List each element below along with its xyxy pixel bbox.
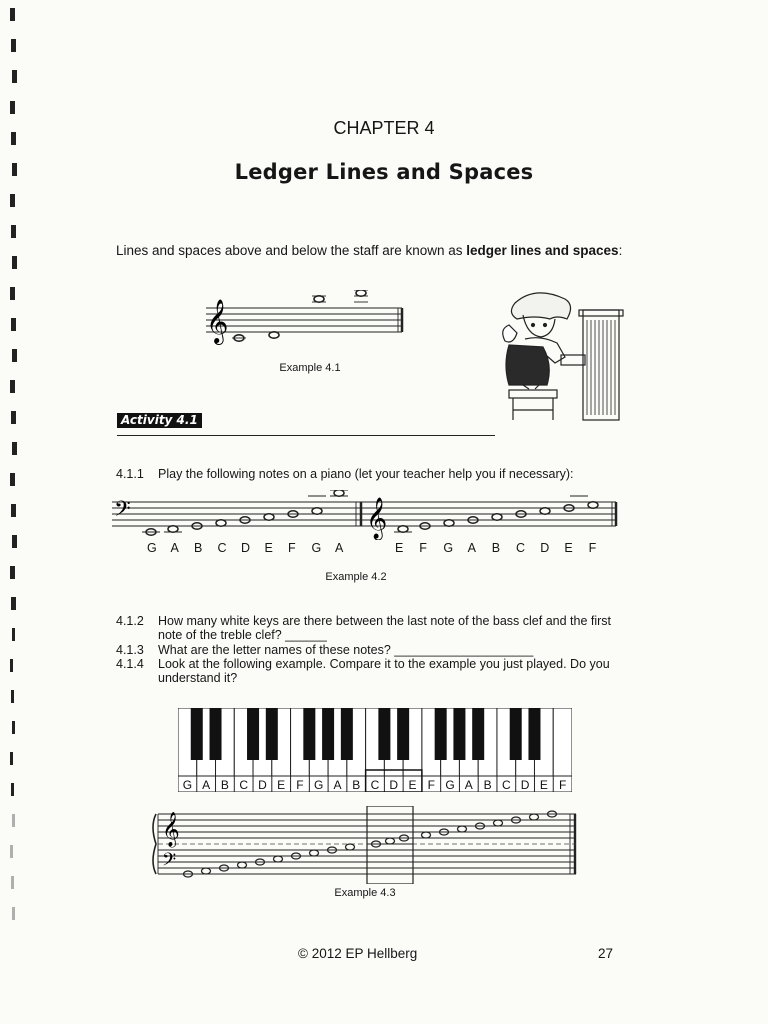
note-letter: C	[217, 541, 227, 555]
note-letter: G	[147, 541, 157, 555]
note-letter: F	[419, 541, 427, 555]
question-text-4-1-2: How many white keys are there between the last note of the bass clef and the first note of the treble clef? ______	[158, 614, 612, 642]
key-letter: D	[258, 778, 267, 792]
treble-clef-icon: 𝄞	[366, 497, 388, 538]
treble-clef-icon: 𝄞	[206, 301, 229, 343]
question-number-4-1-1: 4.1.1	[116, 467, 144, 481]
key-letter: F	[558, 778, 567, 792]
page-number: 27	[598, 946, 614, 961]
note-letter: A	[335, 541, 344, 555]
activity-divider	[117, 435, 495, 436]
question-number-4-1-2: 4.1.2	[116, 614, 144, 628]
intro-punct: :	[618, 243, 623, 258]
key-letter: D	[389, 778, 399, 792]
note-letter: D	[241, 541, 251, 555]
note-letter: G	[443, 541, 454, 555]
example-4-3-caption: Example 4.3	[334, 887, 396, 899]
black-key	[397, 708, 409, 760]
black-key	[453, 708, 465, 760]
example-4-1-staff	[200, 290, 410, 350]
key-letter: C	[370, 778, 380, 792]
key-letter: A	[464, 778, 473, 792]
key-letter: E	[277, 778, 286, 792]
note-letter: E	[395, 541, 404, 555]
key-letter: D	[520, 778, 530, 792]
question-number-4-1-3: 4.1.3	[116, 643, 144, 657]
question-text-4-1-1: Play the following notes on a piano (let your teacher help you if necessary):	[158, 467, 574, 481]
key-letter: E	[408, 778, 417, 792]
example-4-2-caption: Example 4.2	[325, 571, 387, 583]
key-letter: A	[202, 778, 211, 792]
note-letter: C	[516, 541, 526, 555]
treble-clef-icon: 𝄞	[162, 813, 180, 846]
note-letter: F	[588, 541, 597, 555]
key-letter: C	[239, 778, 249, 792]
key-letter: A	[333, 778, 342, 792]
note-letter: B	[491, 541, 501, 555]
intro-text: Lines and spaces above and below the staff are known as	[116, 243, 467, 258]
key-letter: G	[445, 778, 455, 792]
key-letter: G	[314, 778, 324, 792]
black-key	[247, 708, 259, 760]
black-key	[322, 708, 334, 760]
key-letter: F	[296, 778, 304, 792]
page-title: Ledger Lines and Spaces	[234, 160, 534, 184]
key-letter: B	[220, 778, 229, 792]
question-number-4-1-4: 4.1.4	[116, 657, 144, 671]
key-letter: C	[501, 778, 511, 792]
black-key	[341, 708, 353, 760]
key-letter: B	[352, 778, 361, 792]
example-4-2-staves	[112, 490, 622, 540]
note-letter: E	[264, 541, 273, 555]
black-key	[210, 708, 222, 760]
black-key	[266, 708, 278, 760]
activity-badge: Activity 4.1	[117, 413, 202, 428]
note-letter: A	[170, 541, 179, 555]
bass-clef-icon: 𝄢	[114, 496, 131, 526]
note-letter: F	[288, 541, 296, 555]
note-letter: B	[194, 541, 203, 555]
note-letter: E	[564, 541, 573, 555]
bass-clef-icon: 𝄢	[162, 849, 177, 874]
question-text-4-1-4: Look at the following example. Compare it to the example you just played. Do you understand it?	[158, 657, 610, 685]
intro-bold-term: ledger lines and spaces	[466, 243, 619, 258]
chapter-label: CHAPTER 4	[333, 118, 435, 138]
black-key	[472, 708, 484, 760]
note-letter: A	[467, 541, 476, 555]
key-letter: B	[483, 778, 492, 792]
black-key	[528, 708, 540, 760]
black-key	[191, 708, 203, 760]
example-4-3-grand-staff	[150, 806, 580, 884]
black-key	[303, 708, 315, 760]
key-letter: G	[182, 778, 193, 792]
example-4-1-caption: Example 4.1	[279, 362, 341, 374]
note-letter: D	[540, 541, 550, 555]
black-key	[510, 708, 522, 760]
key-letter: F	[427, 778, 435, 792]
question-text-4-1-3: What are the letter names of these notes? ____________________	[158, 643, 534, 657]
binding-marks	[0, 0, 24, 1024]
key-letter: E	[539, 778, 548, 792]
pianist-illustration	[495, 285, 625, 425]
note-letter: G	[311, 541, 322, 555]
copyright-footer: © 2012 EP Hellberg	[298, 946, 418, 961]
black-key	[435, 708, 447, 760]
intro-paragraph	[116, 242, 636, 259]
black-key	[378, 708, 390, 760]
piano-keyboard	[178, 708, 572, 792]
